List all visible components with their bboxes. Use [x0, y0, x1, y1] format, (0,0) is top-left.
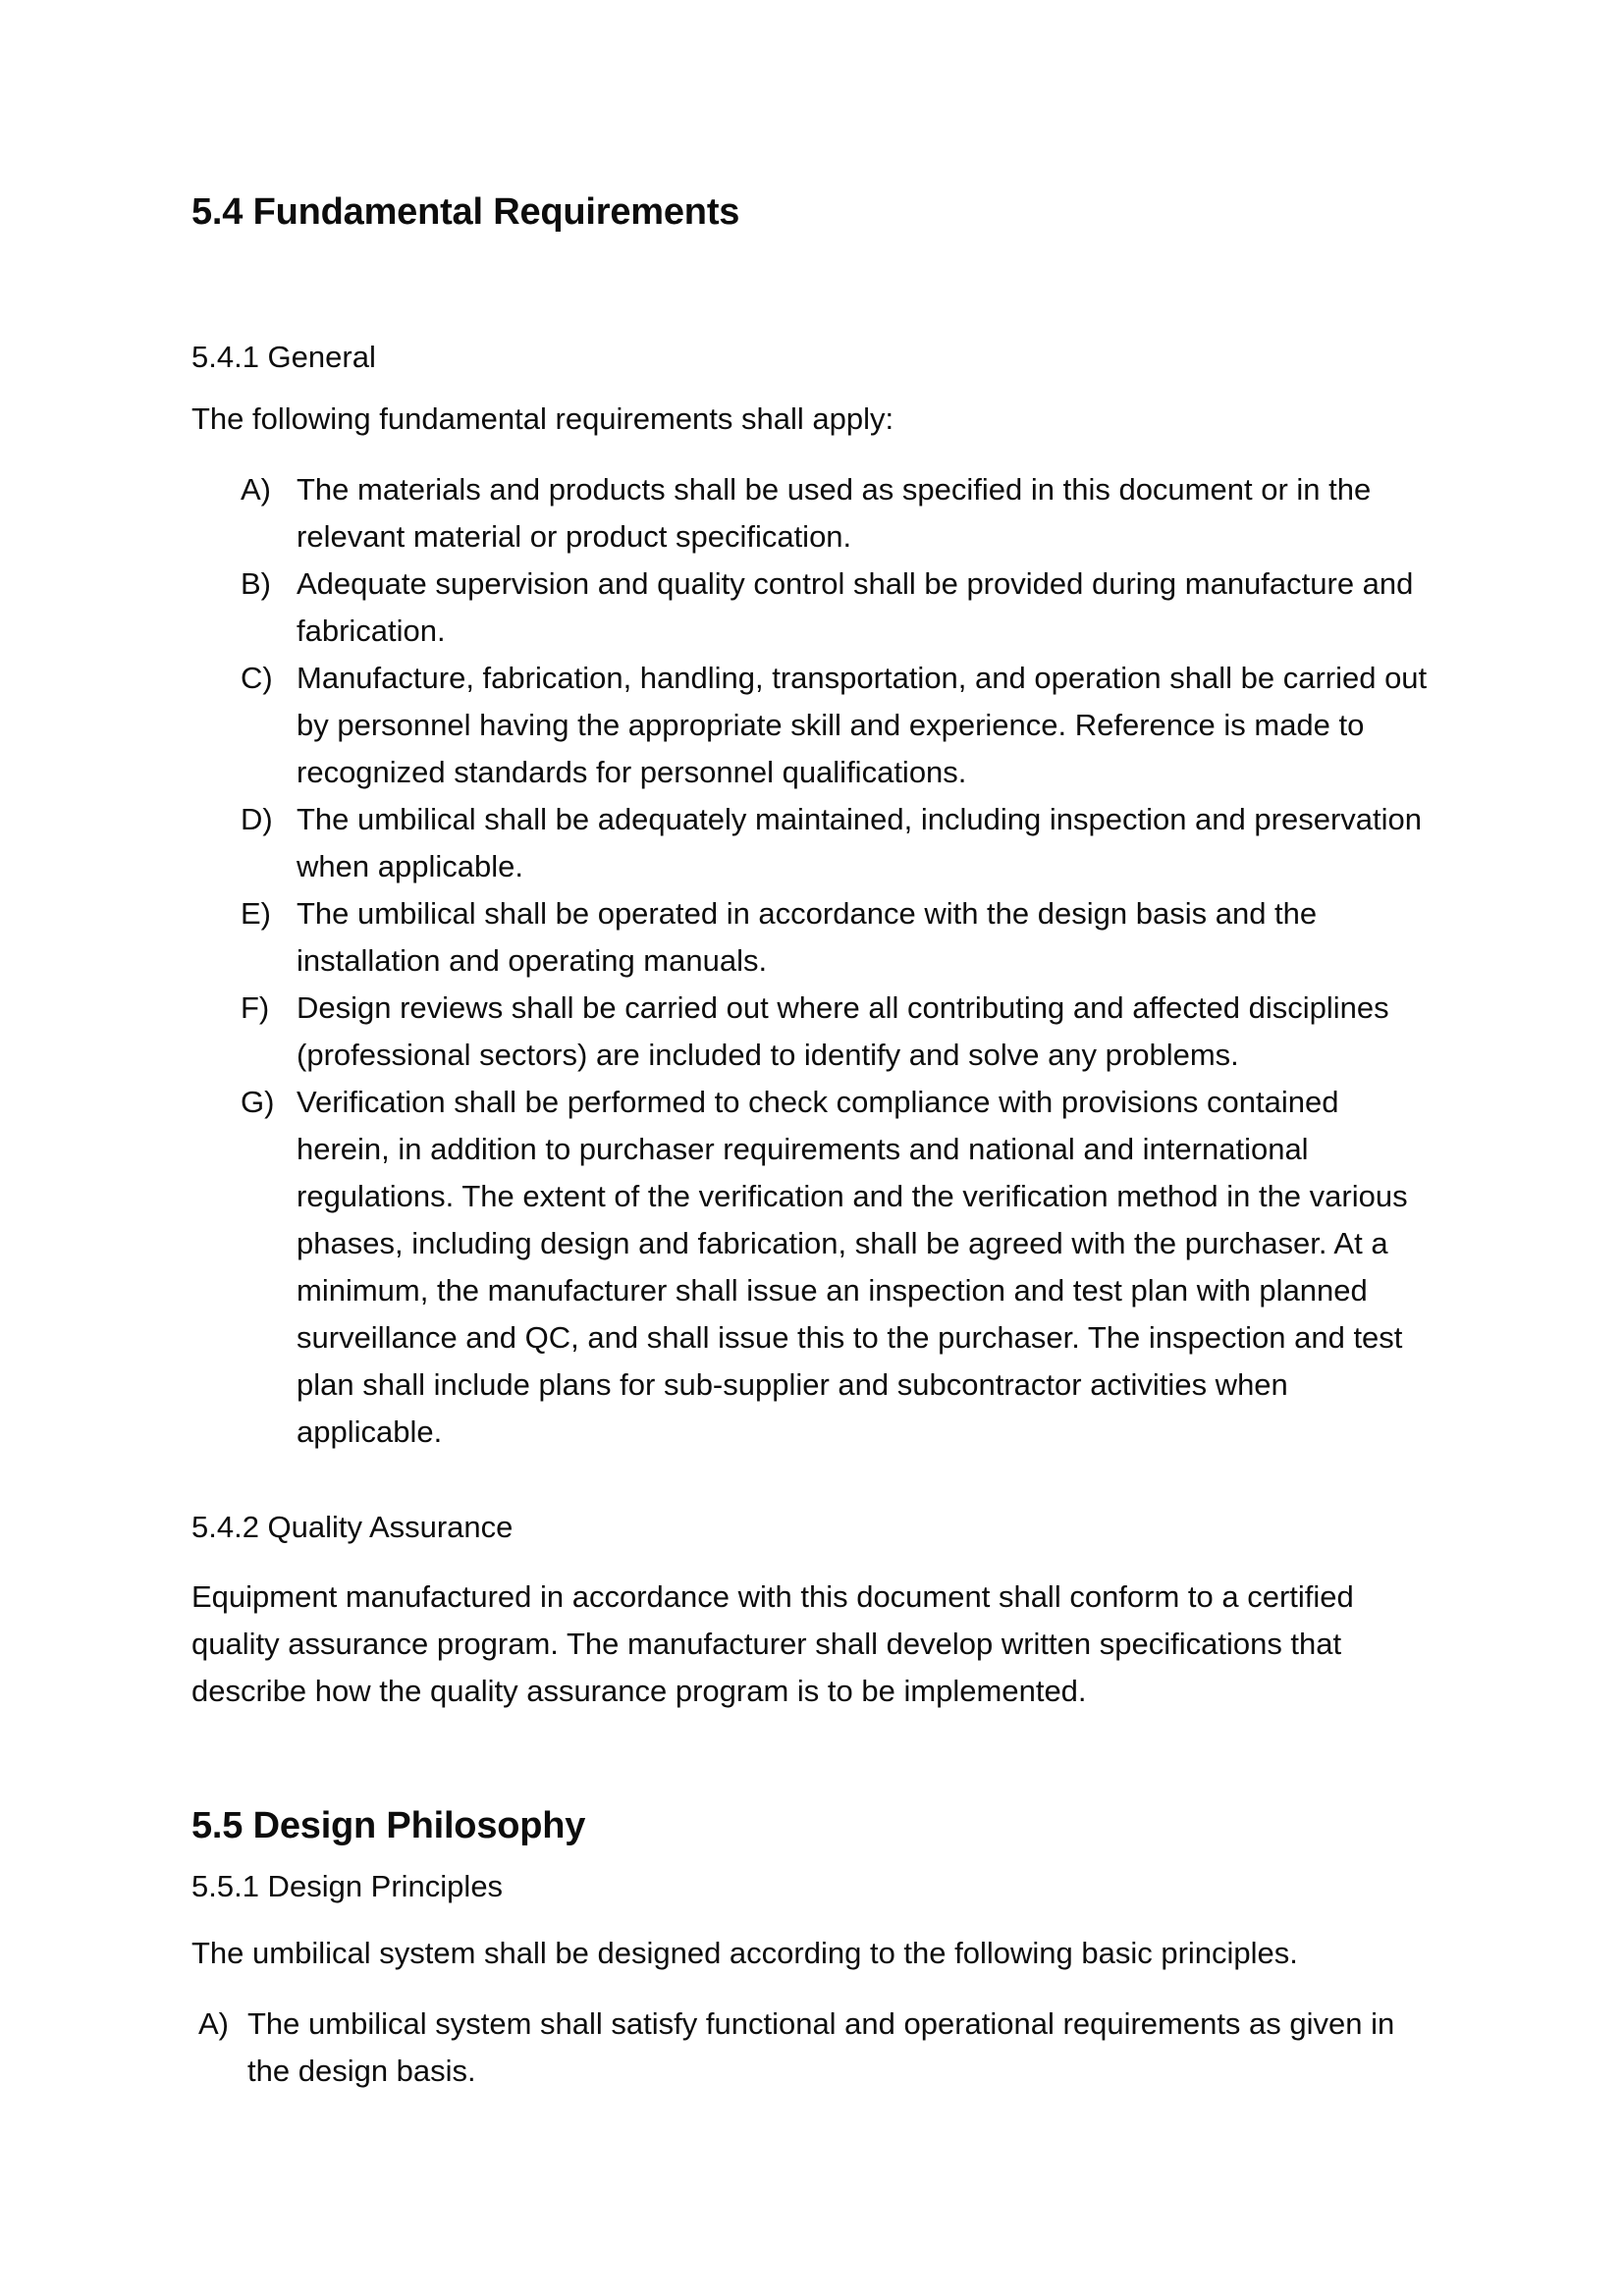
requirement-item-e [191, 890, 1434, 985]
subsection-heading-5-4-2: 5.4.2 Quality Assurance [191, 1510, 514, 1544]
requirement-item-a [191, 466, 1434, 561]
requirement-item-c [191, 655, 1434, 796]
list-item-text: Verification shall be performed to check compliance with provisions contained herein, in addition to purchaser requirements and national and international regulations. The extent of the verification and the verification method in the various phases, including design and fabrication, shall be agreed with the purchaser. At a minimum, the manufacturer shall issue an inspection and test plan with planned surveillance and QC, and shall issue this to the purchaser. The inspection and test plan shall include plans for sub-supplier and subcontractor activities when applicable. [297, 1085, 1408, 1449]
list-marker: D) [241, 802, 273, 836]
requirement-item-b [191, 561, 1434, 655]
list-marker: G) [241, 1085, 275, 1119]
list-marker: C) [241, 661, 273, 695]
list-item-text: The materials and products shall be used as specified in this document or in the relevant material or product specification. [297, 472, 1372, 554]
subsection-heading-5-5-1: 5.5.1 Design Principles [191, 1869, 504, 1903]
list-marker: B) [241, 566, 271, 601]
list-item-text: The umbilical shall be operated in accordance with the design basis and the installation and operating manuals. [297, 896, 1318, 978]
list-item-text: Design reviews shall be carried out where all contributing and affected disciplines (professional sectors) are included to identify and solve any problems. [297, 990, 1389, 1072]
list-item-text: The umbilical system shall satisfy functional and operational requirements as given in the design basis. [247, 2006, 1395, 2088]
general-intro-paragraph: The following fundamental requirements shall apply: [191, 401, 894, 436]
list-marker: E) [241, 896, 271, 931]
requirement-item-f [191, 985, 1434, 1079]
requirement-item-g [191, 1079, 1434, 1456]
list-marker: F) [241, 990, 270, 1025]
fundamental-requirements-list [191, 466, 1434, 1456]
design-principles-intro-paragraph: The umbilical system shall be designed according to the following basic principles. [191, 1936, 1298, 1970]
section-heading-5-4: 5.4 Fundamental Requirements [191, 191, 740, 233]
principle-item-a [191, 2001, 1434, 2095]
list-item-text: Manufacture, fabrication, handling, transportation, and operation shall be carried out by personnel having the appropriate skill and experience. Reference is made to recognized standards for personnel qualifications. [297, 661, 1428, 789]
list-item-text: Adequate supervision and quality control shall be provided during manufacture and fabrication. [297, 566, 1414, 648]
list-marker: A) [198, 2006, 229, 2041]
quality-assurance-paragraph: Equipment manufactured in accordance with this document shall conform to a certified quality assurance program. The manufacturer shall develop written specifications that describe how the quality assurance program is to be implemented. [191, 1579, 1354, 1708]
design-principles-list [191, 2001, 1434, 2095]
requirement-item-d [191, 796, 1434, 890]
list-marker: A) [241, 472, 271, 507]
list-item-text: The umbilical shall be adequately maintained, including inspection and preservation when applicable. [297, 802, 1422, 883]
subsection-heading-5-4-1: 5.4.1 General [191, 340, 376, 374]
section-heading-5-5: 5.5 Design Philosophy [191, 1805, 586, 1846]
